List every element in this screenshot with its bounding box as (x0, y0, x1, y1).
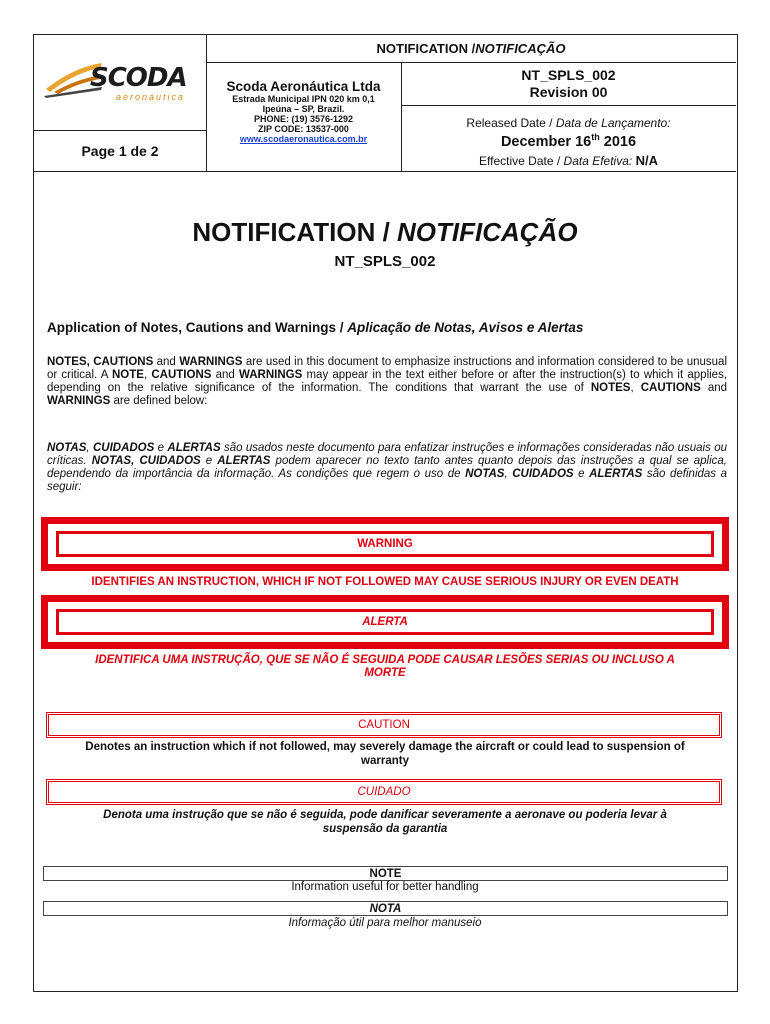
paragraph-run: CUIDADOS (512, 468, 574, 480)
paragraph-run: , (86, 442, 93, 454)
paragraph-run: , (504, 468, 513, 480)
nota-box: NOTA (43, 901, 728, 916)
alerta-label: ALERTA (56, 609, 714, 635)
paragraph-run: are defined below: (110, 395, 208, 407)
paragraph-run: e (573, 468, 590, 480)
paragraph-run: may appear in the text either before or after the instruction(s) to which it applies, depending on the relative significance of the information. The conditions that warrant the use of (47, 369, 728, 394)
paragraph-run: , (630, 382, 641, 394)
document-header (34, 35, 736, 171)
cuidado-text-2: suspensão da garantia (322, 823, 448, 835)
warning-box (41, 517, 729, 571)
paragraph-run: WARNINGS (179, 356, 243, 368)
paragraph-run: WARNINGS (47, 395, 111, 407)
paragraph-run: and (700, 382, 728, 394)
paragraph-run: NOTAS (47, 442, 87, 454)
paragraph-run: are used in this document to emphasize instructions and information considered to be unusual or critical. A (47, 356, 728, 381)
released-date-value: December 16th 2016 (500, 132, 637, 150)
released-date-label: Released Date / Data de Lançamento: (466, 116, 671, 130)
caution-text-1: Denotes an instruction which if not followed, may severely damage the aircraft or could lead to suspension of (85, 741, 685, 753)
document-code: NT_SPLS_002 (521, 67, 616, 83)
dates-cell (401, 106, 736, 172)
paragraph-run: WARNINGS (239, 369, 303, 381)
company-address-1: Estrada Municipal IPN 020 km 0,1 (232, 94, 375, 104)
paragraph-run: NOTES, CAUTIONS (47, 356, 154, 368)
note-box: NOTE (43, 866, 728, 881)
company-website-link[interactable]: www.scodaeronautica.com.br (239, 134, 368, 144)
company-zip: ZIP CODE: 13537-000 (258, 124, 349, 134)
caution-box: CAUTION (46, 712, 722, 738)
note-text: Information useful for better handling (291, 881, 479, 893)
nota-text: Informação útil para melhor manuseio (288, 917, 482, 929)
logo-cell (34, 35, 207, 131)
paragraph-run: são definidas a seguir: (47, 468, 727, 493)
caution-text-2: warranty (361, 755, 409, 767)
alerta-box (41, 595, 729, 649)
effective-date-value: N/A (635, 152, 658, 168)
paragraph-run: ALERTAS (217, 455, 271, 467)
logo-text: SCODA (90, 63, 187, 93)
paragraph-run: ALERTAS (589, 468, 643, 480)
header-title-en: NOTIFICATION / (376, 41, 476, 56)
paragraph-run: NOTAS, CUIDADOS (91, 455, 201, 467)
page-number: Page 1 de 2 (34, 130, 207, 172)
header-title-pt: NOTIFICAÇÃO (475, 41, 566, 56)
company-name: Scoda Aeronáutica Ltda (226, 79, 381, 94)
section-heading: Application of Notes, Cautions and Warnings / Aplicação de Notas, Avisos e Alertas (47, 320, 584, 335)
cuidado-box: CUIDADO (46, 779, 722, 805)
warning-label: WARNING (56, 531, 714, 557)
paragraph-run: NOTES (590, 382, 631, 394)
warning-text: IDENTIFIES AN INSTRUCTION, WHICH IF NOT FOLLOWED MAY CAUSE SERIOUS INJURY OR EVEN DEATH (91, 576, 679, 588)
alerta-text-1: IDENTIFICA UMA INSTRUÇÃO, QUE SE NÃO É SEGUIDA PODE CAUSAR LESÕES SERIAS OU INCLUSO A (95, 654, 675, 666)
paragraph-run: podem aparecer no texto tanto antes quanto depois das instruções a qual se aplica, dependendo da importância da informação. As condições que regem o uso de (47, 455, 727, 480)
document-revision: Revision 00 (529, 84, 608, 100)
scoda-logo (44, 55, 204, 115)
paragraph-run: e (154, 442, 168, 454)
paragraph-run: and (211, 369, 240, 381)
paragraph-english (47, 356, 727, 408)
paragraph-run: CAUTIONS (151, 369, 212, 381)
paragraph-run: NOTE (112, 369, 144, 381)
paragraph-run: NOTAS (465, 468, 505, 480)
paragraph-run: CUIDADOS (92, 442, 155, 454)
paragraph-run: CAUTIONS (640, 382, 701, 394)
company-phone: PHONE: (19) 3576-1292 (253, 114, 354, 124)
paragraph-run: and (153, 356, 180, 368)
company-address-2: Ipeúna – SP, Brazil. (262, 104, 345, 114)
document-page (33, 34, 738, 992)
page-subtitle-code: NT_SPLS_002 (334, 253, 436, 270)
cuidado-text-1: Denota uma instrução que se não é seguida, pode danificar severamente a aeronave ou poderia levar à (103, 809, 667, 821)
paragraph-run: são usados neste documento para enfatizar instruções e informações consideradas não usuais ou críticas. (47, 442, 727, 467)
company-info (206, 62, 402, 172)
logo-subtext: aeronáutica (116, 92, 186, 102)
header-title (206, 35, 736, 63)
paragraph-run: , (143, 369, 152, 381)
page-title: NOTIFICATION / NOTIFICAÇÃO (192, 217, 578, 247)
document-id-cell (401, 62, 736, 106)
paragraph-run: e (200, 455, 218, 467)
paragraph-run: ALERTAS (167, 442, 221, 454)
effective-date: Effective Date / Data Efetiva: N/A (479, 152, 658, 168)
paragraph-portuguese (47, 442, 727, 494)
alerta-text-2: MORTE (364, 667, 406, 679)
